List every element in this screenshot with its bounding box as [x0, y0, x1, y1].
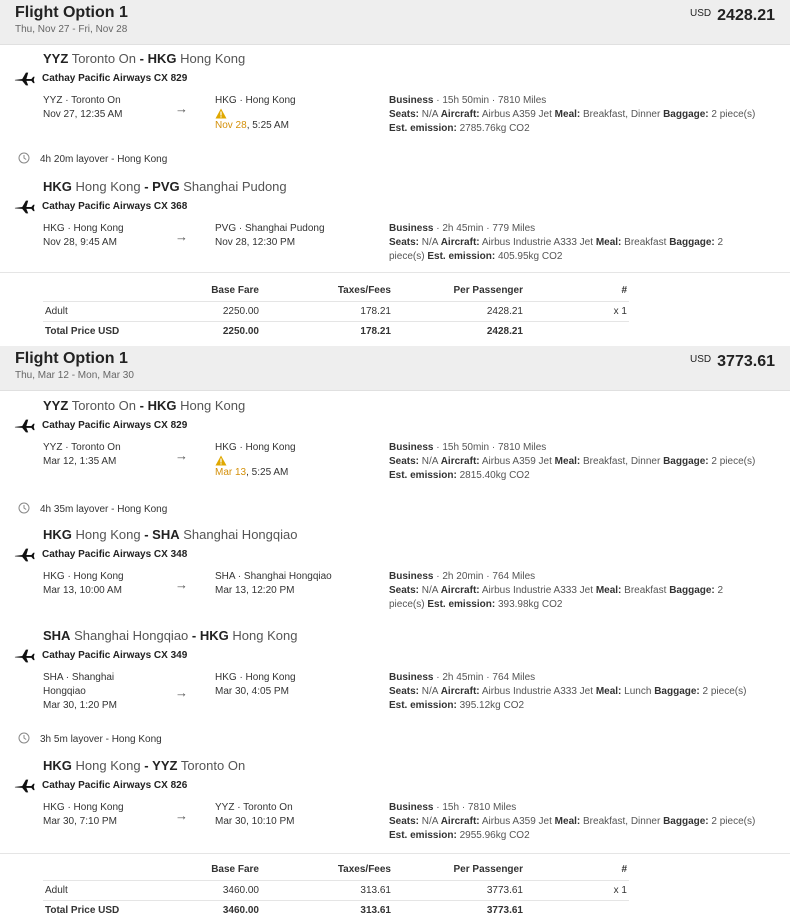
- clock-icon: [18, 732, 30, 744]
- fare-table: [0, 272, 790, 345]
- price-amount: 2428.21: [717, 7, 775, 24]
- layover: 3h 5m layover - Hong Kong: [18, 732, 162, 745]
- warning-icon: [215, 455, 227, 466]
- arrival-date-nextday: Nov 28: [215, 120, 247, 131]
- clock-icon: [18, 502, 30, 514]
- segment-details: Business · 15h 50min · 7810 Miles Seats: N/A Aircraft: Airbus A359 Jet Meal: Breakfast, Dinner Baggage: 2 piece(s) Est. emission: 2785.76kg CO2: [389, 95, 756, 134]
- airline-name: Cathay Pacific Airways CX 829: [42, 420, 188, 431]
- arrival: HKG · Hong Kong Mar 13, 5:25 AM: [215, 442, 296, 478]
- segment-details: Business · 15h · 7810 Miles Seats: N/A Aircraft: Airbus A359 Jet Meal: Breakfast, Dinner Baggage: 2 piece(s) Est. emission: 2955.96kg CO2: [389, 802, 756, 841]
- plane-icon: [14, 418, 36, 434]
- fare-total-row: Total Price USD 3460.00 313.61 3773.61: [43, 900, 629, 920]
- arrival: HKG · Hong Kong Nov 28, 5:25 AM: [215, 95, 296, 131]
- segment-route: HKG Hong Kong - SHA Shanghai Hongqiao: [43, 527, 298, 542]
- price-currency: USD: [690, 8, 712, 19]
- arrival-date-nextday: Mar 13: [215, 467, 247, 478]
- warning-icon: [215, 108, 227, 119]
- arrival: HKG · Hong Kong Mar 30, 4:05 PM: [215, 672, 296, 697]
- option-dates: Thu, Mar 12 - Mon, Mar 30: [15, 370, 134, 381]
- departure: HKG · Hong Kong Mar 30, 7:10 PM: [43, 802, 124, 827]
- departure: YYZ · Toronto On Nov 27, 12:35 AM: [43, 95, 123, 120]
- airline-name: Cathay Pacific Airways CX 348: [42, 549, 188, 560]
- departure: HKG · Hong Kong Nov 28, 9:45 AM: [43, 223, 124, 248]
- departure: HKG · Hong Kong Mar 13, 10:00 AM: [43, 571, 124, 596]
- fare-adult-row: Adult 3460.00 313.61 3773.61 x 1: [43, 880, 629, 900]
- fare-adult-row: Adult 2250.00 178.21 2428.21 x 1: [43, 301, 629, 321]
- layover: 4h 20m layover - Hong Kong: [18, 152, 167, 165]
- segment-route: YYZ Toronto On - HKG Hong Kong: [43, 51, 246, 66]
- price-amount: 3773.61: [717, 353, 775, 370]
- arrow-right-icon: →: [175, 808, 188, 823]
- segment-details: Business · 2h 45min · 764 Miles Seats: N/A Aircraft: Airbus Industrie A333 Jet Meal: Lunch Baggage: 2 piece(s) Est. emission: 395.12kg CO2: [389, 672, 747, 711]
- arrow-right-icon: →: [175, 577, 188, 592]
- fare-table: [0, 853, 790, 924]
- departure: YYZ · Toronto On Mar 12, 1:35 AM: [43, 442, 121, 467]
- plane-icon: [14, 199, 36, 215]
- fare-header-row: Base Fare Taxes/Fees Per Passenger #: [211, 285, 627, 297]
- layover: 4h 35m layover - Hong Kong: [18, 502, 167, 515]
- airline-name: Cathay Pacific Airways CX 826: [42, 780, 188, 791]
- plane-icon: [14, 547, 36, 563]
- airline-name: Cathay Pacific Airways CX 829: [42, 73, 188, 84]
- segment-route: SHA Shanghai Hongqiao - HKG Hong Kong: [43, 628, 298, 643]
- segment-route: YYZ Toronto On - HKG Hong Kong: [43, 398, 246, 413]
- arrow-right-icon: →: [175, 229, 188, 244]
- airline-name: Cathay Pacific Airways CX 349: [42, 650, 188, 661]
- segment-details: Business · 2h 20min · 764 Miles Seats: N/A Aircraft: Airbus Industrie A333 Jet Meal: Breakfast Baggage: 2 piece(s) Est. emission: 393.98kg CO2: [389, 571, 724, 610]
- arrival: SHA · Shanghai Hongqiao Mar 13, 12:20 PM: [215, 571, 332, 596]
- option-price: [690, 353, 775, 371]
- option-header: [0, 346, 790, 391]
- departure: SHA · Shanghai Hongqiao Mar 30, 1:20 PM: [43, 672, 117, 711]
- option-title: Flight Option 1: [15, 4, 128, 21]
- arrival: PVG · Shanghai Pudong Nov 28, 12:30 PM: [215, 223, 325, 248]
- fare-total-row: Total Price USD 2250.00 178.21 2428.21: [43, 321, 629, 341]
- option-price: [690, 7, 775, 25]
- option-dates: Thu, Nov 27 - Fri, Nov 28: [15, 24, 128, 35]
- fare-header-row: Base Fare Taxes/Fees Per Passenger #: [211, 864, 627, 876]
- option-title: Flight Option 1: [15, 350, 128, 367]
- flight-option-1: [0, 0, 790, 345]
- segment-route: HKG Hong Kong - YYZ Toronto On: [43, 758, 246, 773]
- arrow-right-icon: →: [175, 101, 188, 116]
- arrival: YYZ · Toronto On Mar 30, 10:10 PM: [215, 802, 295, 827]
- price-currency: USD: [690, 354, 712, 365]
- plane-icon: [14, 648, 36, 664]
- airline-name: Cathay Pacific Airways CX 368: [42, 201, 188, 212]
- plane-icon: [14, 778, 36, 794]
- plane-icon: [14, 71, 36, 87]
- option-header: [0, 0, 790, 45]
- segment-details: Business · 15h 50min · 7810 Miles Seats: N/A Aircraft: Airbus A359 Jet Meal: Breakfast, Dinner Baggage: 2 piece(s) Est. emission: 2815.40kg CO2: [389, 442, 756, 481]
- segment-details: Business · 2h 45min · 779 Miles Seats: N/A Aircraft: Airbus Industrie A333 Jet Meal: Breakfast Baggage: 2 piece(s) Est. emission: 405.95kg CO2: [389, 223, 724, 262]
- flight-option-2: [0, 346, 790, 924]
- arrow-right-icon: →: [175, 685, 188, 700]
- arrow-right-icon: →: [175, 448, 188, 463]
- clock-icon: [18, 152, 30, 164]
- segment-route: HKG Hong Kong - PVG Shanghai Pudong: [43, 179, 287, 194]
